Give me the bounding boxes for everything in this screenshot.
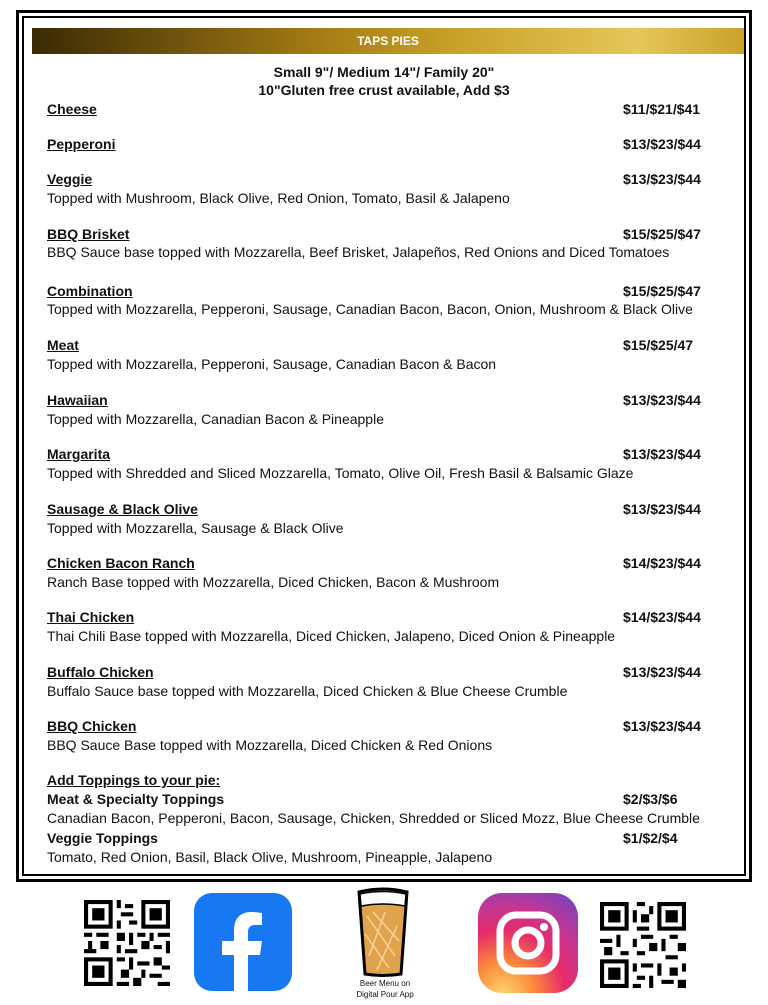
item-description: Buffalo Sauce base topped with Mozzarella, Diced Chicken & Blue Cheese Crumble bbox=[47, 683, 568, 699]
item-name: Cheese bbox=[47, 101, 97, 117]
item-price: $15/$25/$47 bbox=[623, 283, 701, 299]
item-price: $13/$23/$44 bbox=[623, 392, 701, 408]
item-price: $13/$23/$44 bbox=[623, 136, 701, 152]
item-name: Meat bbox=[47, 337, 79, 353]
item-price: $13/$23/$44 bbox=[623, 171, 701, 187]
item-name: Buffalo Chicken bbox=[47, 664, 154, 680]
meat-toppings-list: Canadian Bacon, Pepperoni, Bacon, Sausage, Chicken, Shredded or Sliced Mozz, Blue Cheese Crumble bbox=[47, 810, 700, 826]
veggie-toppings-label: Veggie Toppings bbox=[47, 830, 158, 846]
item-price: $13/$23/$44 bbox=[623, 664, 701, 680]
size-info: Small 9"/ Medium 14"/ Family 20" bbox=[273, 64, 495, 80]
item-price: $15/$25/47 bbox=[623, 337, 694, 353]
qr-code-icon[interactable] bbox=[84, 900, 170, 986]
item-name: Margarita bbox=[47, 446, 111, 462]
instagram-icon[interactable] bbox=[478, 893, 578, 993]
item-name: BBQ Chicken bbox=[47, 718, 137, 734]
item-price: $13/$23/$44 bbox=[623, 446, 701, 462]
item-name: Sausage & Black Olive bbox=[47, 501, 198, 517]
item-price: $13/$23/$44 bbox=[623, 718, 701, 734]
item-description: Ranch Base topped with Mozzarella, Diced Chicken, Bacon & Mushroom bbox=[47, 574, 500, 590]
item-description: Topped with Mozzarella, Pepperoni, Sausage, Canadian Bacon, Bacon, Onion, Mushroom & Black Olive bbox=[47, 301, 693, 317]
item-name: Pepperoni bbox=[47, 136, 116, 152]
item-description: Thai Chili Base topped with Mozzarella, Diced Chicken, Jalapeno, Diced Onion & Pineapple bbox=[47, 628, 616, 644]
veggie-toppings-list: Tomato, Red Onion, Basil, Black Olive, Mushroom, Pineapple, Jalapeno bbox=[47, 849, 493, 865]
item-price: $14/$23/$44 bbox=[623, 555, 701, 571]
item-description: Topped with Mozzarella, Sausage & Black Olive bbox=[47, 520, 344, 536]
beer-glass-icon[interactable] bbox=[355, 886, 411, 978]
item-description: BBQ Sauce base topped with Mozzarella, Beef Brisket, Jalapeños, Red Onions and Diced Tomatoes bbox=[47, 244, 670, 260]
facebook-icon[interactable] bbox=[194, 893, 292, 991]
veggie-toppings-price: $1/$2/$4 bbox=[623, 830, 678, 846]
meat-toppings-label: Meat & Specialty Toppings bbox=[47, 791, 225, 807]
item-name: BBQ Brisket bbox=[47, 226, 130, 242]
qr-code-icon[interactable] bbox=[600, 902, 686, 988]
item-price: $15/$25/$47 bbox=[623, 226, 701, 242]
item-description: Topped with Mozzarella, Pepperoni, Sausage, Canadian Bacon & Bacon bbox=[47, 356, 497, 372]
item-name: Thai Chicken bbox=[47, 609, 135, 625]
facebook-f-glyph bbox=[194, 893, 292, 991]
item-name: Chicken Bacon Ranch bbox=[47, 555, 195, 571]
item-name: Combination bbox=[47, 283, 133, 299]
section-banner: TAPS PIES bbox=[32, 28, 744, 54]
item-price: $13/$23/$44 bbox=[623, 501, 701, 517]
beer-caption-line1: Beer Menu on bbox=[359, 979, 411, 988]
instagram-camera-glyph bbox=[478, 893, 578, 993]
item-price: $11/$21/$41 bbox=[623, 101, 701, 117]
meat-toppings-price: $2/$3/$6 bbox=[623, 791, 678, 807]
item-description: Topped with Shredded and Sliced Mozzarella, Tomato, Olive Oil, Fresh Basil & Balsamic Glaze bbox=[47, 465, 634, 481]
item-description: Topped with Mozzarella, Canadian Bacon & Pineapple bbox=[47, 411, 384, 427]
item-name: Veggie bbox=[47, 171, 93, 187]
item-price: $14/$23/$44 bbox=[623, 609, 701, 625]
gluten-free-note: 10"Gluten free crust available, Add $3 bbox=[258, 82, 510, 98]
item-name: Hawaiian bbox=[47, 392, 108, 408]
beer-caption-line2: Digital Pour App bbox=[356, 990, 414, 999]
toppings-heading: Add Toppings to your pie: bbox=[47, 772, 221, 788]
item-description: BBQ Sauce Base topped with Mozzarella, Diced Chicken & Red Onions bbox=[47, 737, 493, 753]
item-description: Topped with Mushroom, Black Olive, Red Onion, Tomato, Basil & Jalapeno bbox=[47, 190, 510, 206]
